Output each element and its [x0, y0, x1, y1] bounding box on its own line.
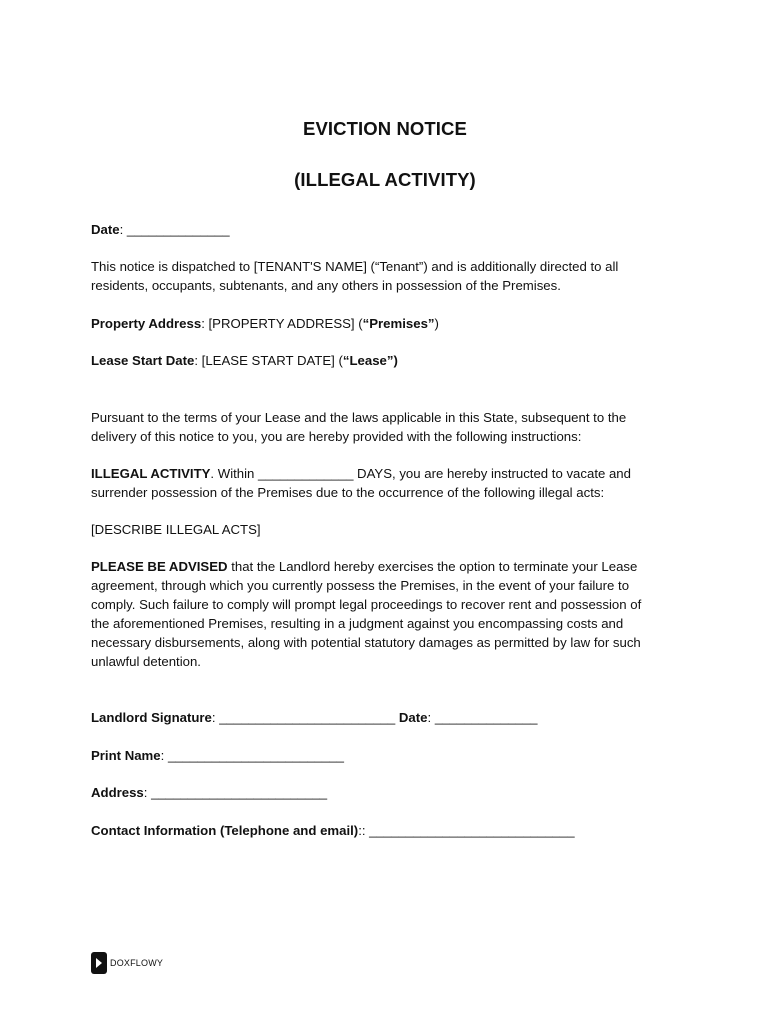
contact-field: :: ____________________________ [358, 823, 575, 838]
notice-line-1: This notice is dispatched to [TENANT'S NAME] (“Tenant”) and is additionally directed to all [91, 259, 619, 274]
signature-date-field: : ______________ [427, 710, 538, 725]
document-title: EVICTION NOTICE [303, 118, 467, 139]
docflowy-logo-icon [91, 952, 107, 974]
contact-line [91, 822, 575, 840]
advised-line-2: agreement, through which you currently possess the Premises, in the event of your failure to [91, 578, 630, 593]
advised-line-1 [91, 558, 637, 576]
signature-date-label: Date [398, 710, 428, 725]
illegal-activity-text: . Within _____________ DAYS, you are hereby instructed to vacate and [210, 466, 631, 481]
print-name-field: : ________________________ [160, 748, 344, 763]
pursuant-line-1: Pursuant to the terms of your Lease and the laws applicable in this State, subsequent to the [91, 410, 627, 425]
logo-text: DOXFLOWY [110, 958, 164, 968]
date-label: Date [91, 222, 120, 237]
document-subtitle: (ILLEGAL ACTIVITY) [294, 169, 476, 190]
notice-line-2: residents, occupants, subtenants, and any others in possession of the Premises. [91, 278, 561, 293]
advised-line-4: the aforementioned Premises, resulting in a judgment against you encompassing costs and [91, 616, 624, 631]
address-line [91, 784, 327, 802]
advised-line-6: unlawful detention. [91, 654, 201, 669]
illegal-activity-line-2: surrender possession of the Premises due to the occurrence of the following illegal acts: [91, 485, 605, 500]
property-address-line [91, 315, 439, 333]
signature-line [91, 709, 538, 727]
describe-illegal-acts: [DESCRIBE ILLEGAL ACTS] [91, 522, 261, 537]
lease-term: “Lease”) [342, 353, 398, 368]
illegal-activity-line-1 [91, 465, 631, 483]
contact-label: Contact Information (Telephone and email) [91, 823, 359, 838]
advised-text: that the Landlord hereby exercises the option to terminate your Lease [227, 559, 638, 574]
pursuant-line-2: delivery of this notice to you, you are hereby provided with the following instructions: [91, 429, 582, 444]
landlord-signature-field: : ________________________ [211, 710, 399, 725]
advised-line-3: comply. Such failure to comply will prompt legal proceedings to recover rent and possession of [91, 597, 642, 612]
premises-term: “Premises” [362, 316, 435, 331]
advised-label: PLEASE BE ADVISED [91, 559, 228, 574]
lease-start-field: : [LEASE START DATE] ( [194, 353, 343, 368]
lease-start-label: Lease Start Date [91, 353, 195, 368]
print-name-line [91, 747, 344, 765]
advised-line-5: necessary disbursements, along with potential statutory damages as permitted by law for such [91, 635, 641, 650]
property-address-label: Property Address [91, 316, 202, 331]
lease-start-line [91, 352, 398, 370]
print-name-label: Print Name [91, 748, 161, 763]
property-address-field: : [PROPERTY ADDRESS] ( [201, 316, 363, 331]
landlord-signature-label: Landlord Signature [91, 710, 212, 725]
doxflowy-logo [91, 952, 163, 974]
address-field: : ________________________ [143, 785, 328, 800]
illegal-activity-label: ILLEGAL ACTIVITY [91, 466, 211, 481]
date-line [91, 221, 230, 239]
date-field: : ______________ [119, 222, 230, 237]
property-close: ) [434, 316, 439, 331]
address-label: Address [91, 785, 144, 800]
